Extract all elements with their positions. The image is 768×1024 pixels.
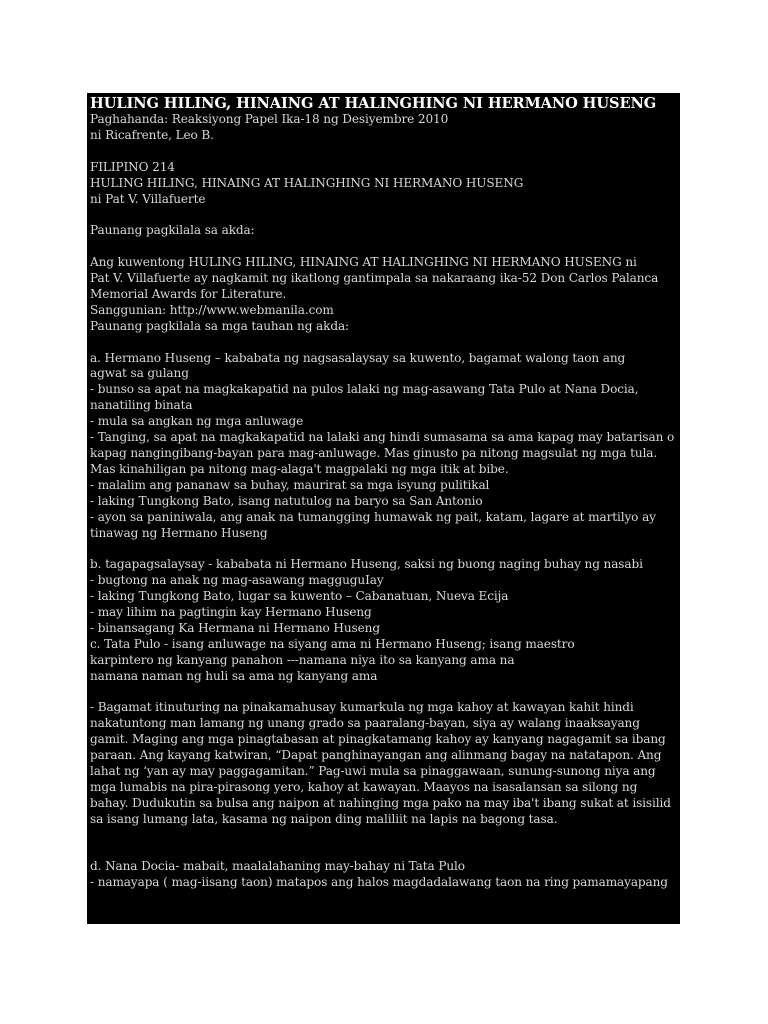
text-line: Memorial Awards for Literature. [90,286,287,301]
text-line: sa isang lumang lata, kasama ng naipon ding maliliit na lapis na bagong tasa. [90,811,558,826]
text-line: namana naman ng huli sa ama ng kanyang ama [90,668,378,683]
document-title: HULING HILING, HINAING AT HALINGHING NI HERMANO HUSENG [90,95,657,112]
text-line: ni Ricafrente, Leo B. [90,127,214,142]
text-line: - malalim ang pananaw sa buhay, maurirat sa mga isyung pulitikal [90,477,490,492]
text-line: - Tanging, sa apat na magkakapatid na lalaki ang hindi sumasama sa ama kapag may batarisan o [90,430,675,445]
text-line: a. Hermano Huseng – kababata ng nagsasalaysay sa kuwento, bagamat walong taon ang [90,350,626,365]
text-line: lahat ng ‘yan ay may paggagamitan.” Pag-uwi mula sa pinaggawaan, sunung-sunong niya ang [90,764,656,779]
blank-line [90,335,677,351]
text-line: - namayapa ( mag-iisang taon) matapos ang halos magdadalawang taon na ring pamamayapang [90,875,668,890]
blank-line [90,239,677,255]
text-line: agwat sa gulang [90,366,189,381]
text-line: - bugtong na anak ng mag-asawang magguguIay [90,573,384,588]
text-line: paraan. Ang kayang katwiran, “Dapat panghinayangan ang alinmang bagay na natatapon. Ang [90,748,662,763]
text-line: Paghahanda: Reaksiyong Papel Ika-18 ng Desiyembre 2010 [90,112,449,126]
text-line: Paunang pagkilala sa mga tauhan ng akda: [90,318,350,333]
text-line: nanatiling binata [90,398,193,413]
text-line: Ang kuwentong HULING HILING, HINAING AT HALINGHING NI HERMANO HUSENG ni [90,255,637,270]
text-line: - mula sa angkan ng mga anluwage [90,414,304,429]
text-line: ni Pat V. Villafuerte [90,191,206,206]
text-line: - ayon sa paniniwala, ang anak na tumangging humawak ng pait, katam, lagare at martilyo ay [90,509,656,524]
text-line: kapag nangingibang-bayan para mag-anluwage. Mas ginusto pa nitong magsulat ng mga tula. [90,445,658,460]
blank-line [90,685,677,701]
text-line: nakatuntong man lamang ng unang grado sa paaralang-bayan, siya ay walang inaaksayang [90,716,640,731]
blank-line [90,844,677,860]
text-line: gamit. Maging ang mga pinagtabasan at pinagkatamang kahoy ay kanyang nagagamit sa ibang [90,732,666,747]
blank-line [90,828,677,844]
text-line: HULING HILING, HINAING AT HALINGHING NI HERMANO HUSENG [90,175,524,190]
text-line: mga lumabis na pira-pirasong yero, kahoy at kawayan. Maayos na isasalansan sa silong ng [90,779,638,794]
text-line: FILIPINO 214 [90,159,175,174]
document-body [90,112,677,891]
text-line: d. Nana Docia- mabait, maalalahaning may-bahay ni Tata Pulo [90,859,465,874]
document-page [87,93,680,924]
blank-line [90,207,677,223]
text-line: Sanggunian: http://www.webmanila.com [90,302,334,317]
text-line: b. tagapagsalaysay - kababata ni Hermano Huseng, saksi ng buong naging buhay ng nasabi [90,557,643,572]
text-line: bahay. Dudukutin sa bulsa ang naipon at nahinging mga pako na may iba't ibang sukat at isisilid [90,795,671,810]
text-line: - may lihim na pagtingin kay Hermano Huseng [90,605,372,620]
text-line: Mas kinahiligan pa nitong mag-alaga't magpalaki ng mga itik at bibe. [90,461,509,476]
text-line: - laking Tungkong Bato, lugar sa kuwento – Cabanatuan, Nueva Ecija [90,589,509,604]
blank-line [90,144,677,160]
text-line: - Bagamat itinuturing na pinakamahusay kumarkula ng mga kahoy at kawayan kahit hindi [90,700,634,715]
text-line: - binansagang Ka Hermana ni Hermano Huseng [90,620,380,635]
text-line: - laking Tungkong Bato, isang natutulog na baryo sa San Antonio [90,493,483,508]
text-line: Pat V. Villafuerte ay nagkamit ng ikatlong gantimpala sa nakaraang ika-52 Don Carlos Palanca [90,271,659,286]
text-line: tinawag ng Hermano Huseng [90,525,268,540]
text-line: karpintero ng kanyang panahon ---namana niya ito sa kanyang ama na [90,652,515,667]
blank-line [90,541,677,557]
text-line: c. Tata Pulo - isang anluwage na siyang ama ni Hermano Huseng; isang maestro [90,636,575,651]
text-line: Paunang pagkilala sa akda: [90,223,255,238]
text-line: - bunso sa apat na magkakapatid na pulos lalaki ng mag-asawang Tata Pulo at Nana Docia, [90,382,639,397]
